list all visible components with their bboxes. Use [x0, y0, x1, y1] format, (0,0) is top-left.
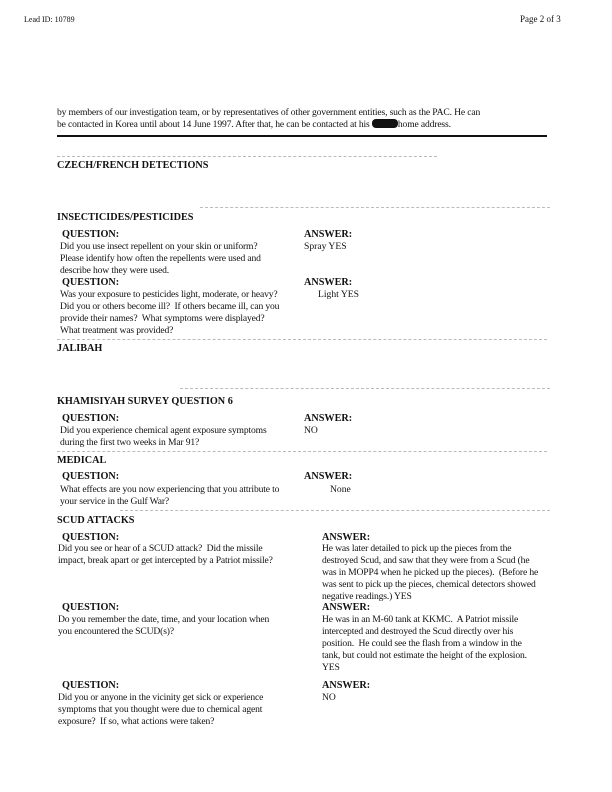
lead-id: Lead ID: 10789	[24, 15, 75, 24]
question-label: QUESTION:	[62, 471, 120, 482]
intro-line	[57, 119, 480, 131]
divider	[57, 135, 547, 137]
question-label: QUESTION:	[62, 277, 120, 288]
section-title: SCUD ATTACKS	[57, 515, 135, 526]
divider	[57, 339, 547, 340]
answer-label: ANSWER:	[322, 602, 371, 613]
divider	[200, 207, 550, 208]
page-number: Page 2 of 3	[520, 14, 561, 24]
answer-text: He was later detailed to pick up the pieces from the destroyed Scud, and saw that they were from a Scud (he was in MOPP4 when he picked up the pieces). (Before he was sent to pick up the pieces, chemical detectors showed negative readings.) YES	[322, 543, 539, 602]
section-title: KHAMISIYAH SURVEY QUESTION 6	[57, 396, 233, 407]
question-label: QUESTION:	[62, 413, 120, 424]
redaction-mark	[372, 119, 398, 128]
answer-label: ANSWER:	[304, 277, 353, 288]
answer-text: None	[330, 484, 351, 495]
section-title: MEDICAL	[57, 455, 107, 466]
question-text: Did you or anyone in the vicinity get sick or experience symptoms that you thought were due to chemical agent exposure? If so, what actions were taken?	[58, 692, 264, 727]
divider	[57, 156, 437, 157]
question-label: QUESTION:	[62, 229, 120, 240]
section-title: CZECH/FRENCH DETECTIONS	[57, 160, 209, 171]
question-label: QUESTION:	[62, 602, 120, 613]
intro-line: by members of our investigation team, or by representatives of other government entities, such as the PAC. He can	[57, 107, 481, 118]
intro-paragraph	[57, 107, 480, 131]
intro-text: be contacted in Korea until about 14 June 1997. After that, he can be contacted at his	[57, 119, 370, 130]
divider	[57, 451, 547, 452]
divider	[120, 510, 550, 511]
answer-text: NO	[322, 692, 336, 703]
answer-label: ANSWER:	[322, 532, 371, 543]
answer-text: Spray YES	[304, 241, 347, 252]
answer-text: Light YES	[318, 289, 359, 300]
question-text: Do you remember the date, time, and your location when you encountered the SCUD(s)?	[58, 614, 270, 637]
question-label: QUESTION:	[62, 680, 120, 691]
answer-label: ANSWER:	[304, 413, 353, 424]
answer-text: NO	[304, 425, 318, 436]
section-title: INSECTICIDES/PESTICIDES	[57, 212, 194, 223]
answer-label: ANSWER:	[304, 229, 353, 240]
question-text: What effects are you now experiencing that you attribute to your service in the Gulf War?	[60, 484, 280, 507]
question-text: Was your exposure to pesticides light, moderate, or heavy? Did you or others become ill? If others became ill, can you provide their names? What symptoms were displayed? What treatment was provided?	[60, 289, 280, 336]
answer-label: ANSWER:	[322, 680, 371, 691]
section-title: JALIBAH	[57, 343, 103, 354]
divider	[180, 388, 550, 389]
answer-label: ANSWER:	[304, 471, 353, 482]
answer-text: He was in an M-60 tank at KKMC. A Patriot missile intercepted and destroyed the Scud directly over his position. He could see the flash from a window in the tank, but could not estimate the height of the explosion. YES	[322, 614, 527, 673]
question-label: QUESTION:	[62, 532, 120, 543]
question-text: Did you use insect repellent on your skin or uniform? Please identify how often the repellents were used and describe how they were used.	[60, 241, 261, 276]
intro-text: home address.	[397, 119, 451, 130]
question-text: Did you see or hear of a SCUD attack? Did the missile impact, break apart or get intercepted by a Patriot missile?	[58, 543, 273, 566]
question-text: Did you experience chemical agent exposure symptoms during the first two weeks in Mar 91?	[60, 425, 267, 448]
